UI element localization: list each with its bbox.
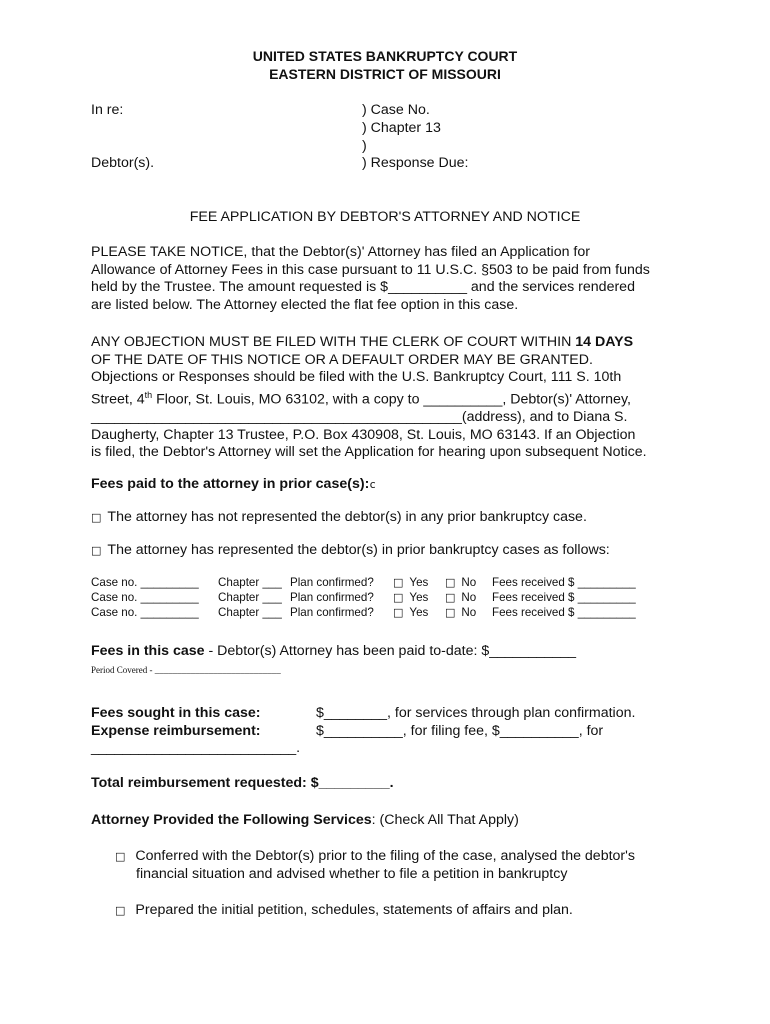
no-option[interactable]	[445, 575, 476, 590]
objection-text: Floor, St. Louis, MO 63102, with a copy to __________, Debtor(s)' Attorney,	[152, 391, 631, 408]
period-covered-field: Period Covered - ____________________________	[91, 665, 281, 675]
checkbox-icon[interactable]: □	[445, 591, 456, 604]
checkbox-icon[interactable]: □	[115, 904, 126, 917]
chapter-field: Chapter ___	[218, 591, 282, 604]
notice-line: Allowance of Attorney Fees in this case pursuant to 11 U.S.C. §503 to be paid from funds	[91, 261, 650, 278]
response-due-label: ) Response Due:	[362, 155, 469, 171]
objection-line: _______________________________________________(address), and to Diana S.	[91, 409, 628, 426]
no-label: No	[461, 576, 477, 589]
services-heading	[91, 812, 519, 830]
deadline-days: 14 DAYS	[575, 334, 634, 350]
checkbox-icon[interactable]: □	[91, 511, 102, 524]
plan-confirmed-label: Plan confirmed?	[290, 606, 374, 619]
court-district: EASTERN DISTRICT OF MISSOURI	[269, 66, 501, 82]
yes-label: Yes	[409, 576, 429, 589]
option-label: The attorney has represented the debtor(s) in prior bankruptcy cases as follows:	[107, 542, 610, 558]
notice-line: PLEASE TAKE NOTICE, that the Debtor(s)' Attorney has filed an Application for	[91, 244, 590, 260]
total-reimbursement: Total reimbursement requested: $_________.	[91, 775, 394, 791]
expense-other-field: __________________________.	[91, 740, 301, 756]
in-re-label: In re:	[91, 102, 124, 118]
option-prior-cases[interactable]	[91, 542, 610, 560]
notice-line: are listed below. The Attorney elected the flat fee option in this case.	[91, 296, 519, 313]
prior-fees-heading-text: Fees paid to the attorney in prior case(s):	[91, 476, 370, 492]
objection-line: Objections or Responses should be filed with the U.S. Bankruptcy Court, 111 S. 10th	[91, 369, 622, 386]
option-label: The attorney has not represented the debtor(s) in any prior bankruptcy case.	[107, 509, 587, 525]
objection-line: OF THE DATE OF THIS NOTICE OR A DEFAULT ORDER MAY BE GRANTED.	[91, 351, 593, 368]
case-no-label: ) Case No.	[362, 102, 430, 118]
no-label: No	[461, 606, 477, 619]
debtors-label: Debtor(s).	[91, 155, 155, 171]
objection-line: Daugherty, Chapter 13 Trustee, P.O. Box 430908, St. Louis, MO 63143. If an Objection	[91, 426, 636, 443]
objection-paragraph	[91, 334, 691, 462]
service-label: Prepared the initial petition, schedules, statements of affairs and plan.	[135, 902, 573, 918]
chapter-field: Chapter ___	[218, 606, 282, 619]
notice-line: held by the Trustee. The amount requested is $__________ and the services rendered	[91, 279, 635, 296]
checkbox-icon[interactable]: □	[393, 591, 404, 604]
yes-label: Yes	[409, 606, 429, 619]
yes-option[interactable]	[393, 590, 428, 605]
no-option[interactable]	[445, 605, 476, 620]
objection-line	[91, 387, 691, 409]
fees-received-field: Fees received $ _________	[492, 591, 636, 604]
objection-line	[91, 334, 691, 352]
document-title: FEE APPLICATION BY DEBTOR'S ATTORNEY AND NOTICE	[189, 209, 581, 225]
service-item-prepared-petition[interactable]	[115, 902, 573, 920]
case-no-field: Case no. _________	[91, 576, 199, 589]
fees-sought-label: Fees sought in this case:	[91, 705, 261, 721]
fees-received-field: Fees received $ _________	[492, 606, 636, 619]
no-option[interactable]	[445, 590, 476, 605]
checkbox-icon[interactable]: □	[393, 606, 404, 619]
service-label: Conferred with the Debtor(s) prior to the filing of the case, analysed the debtor's	[135, 848, 635, 864]
chapter-label: ) Chapter 13	[362, 120, 441, 136]
objection-text: Street, 4	[91, 391, 145, 408]
checkbox-icon[interactable]: □	[445, 606, 456, 619]
objection-text: ANY OBJECTION MUST BE FILED WITH THE CLERK OF COURT WITHIN	[91, 334, 576, 350]
notice-paragraph	[91, 244, 691, 314]
caption-paren: )	[362, 138, 367, 154]
services-heading-text: Attorney Provided the Following Services	[91, 812, 372, 828]
chapter-field: Chapter ___	[218, 576, 282, 589]
yes-option[interactable]	[393, 605, 428, 620]
case-no-field: Case no. _________	[91, 591, 199, 604]
ordinal-suffix: th	[144, 389, 153, 400]
option-no-prior-case[interactable]	[91, 509, 587, 527]
prior-fees-heading	[91, 476, 376, 494]
checkbox-icon[interactable]: □	[393, 576, 404, 589]
fees-this-case-label: Fees in this case	[91, 643, 205, 659]
services-heading-note: : (Check All That Apply)	[371, 812, 519, 828]
no-label: No	[461, 591, 477, 604]
service-item-conferred[interactable]	[115, 848, 635, 866]
plan-confirmed-label: Plan confirmed?	[290, 591, 374, 604]
checkbox-icon[interactable]: □	[445, 576, 456, 589]
objection-line: is filed, the Debtor's Attorney will set the Application for hearing upon subsequent Notice.	[91, 444, 647, 461]
plan-confirmed-label: Plan confirmed?	[290, 576, 374, 589]
heading-mark: c	[369, 478, 376, 491]
fees-this-case-line	[91, 643, 576, 661]
expense-reimbursement-value: $__________, for filing fee, $__________, for	[316, 723, 604, 739]
fees-sought-value: $________, for services through plan confirmation.	[316, 705, 636, 721]
fees-received-field: Fees received $ _________	[492, 576, 636, 589]
yes-option[interactable]	[393, 575, 428, 590]
court-name: UNITED STATES BANKRUPTCY COURT	[252, 48, 518, 64]
expense-reimbursement-label: Expense reimbursement:	[91, 723, 261, 739]
case-no-field: Case no. _________	[91, 606, 199, 619]
checkbox-icon[interactable]: □	[115, 850, 126, 863]
checkbox-icon[interactable]: □	[91, 544, 102, 557]
fees-this-case-text: - Debtor(s) Attorney has been paid to-date: $___________	[204, 643, 577, 659]
service-label-continued: financial situation and advised whether to file a petition in bankruptcy	[136, 866, 568, 882]
yes-label: Yes	[409, 591, 429, 604]
